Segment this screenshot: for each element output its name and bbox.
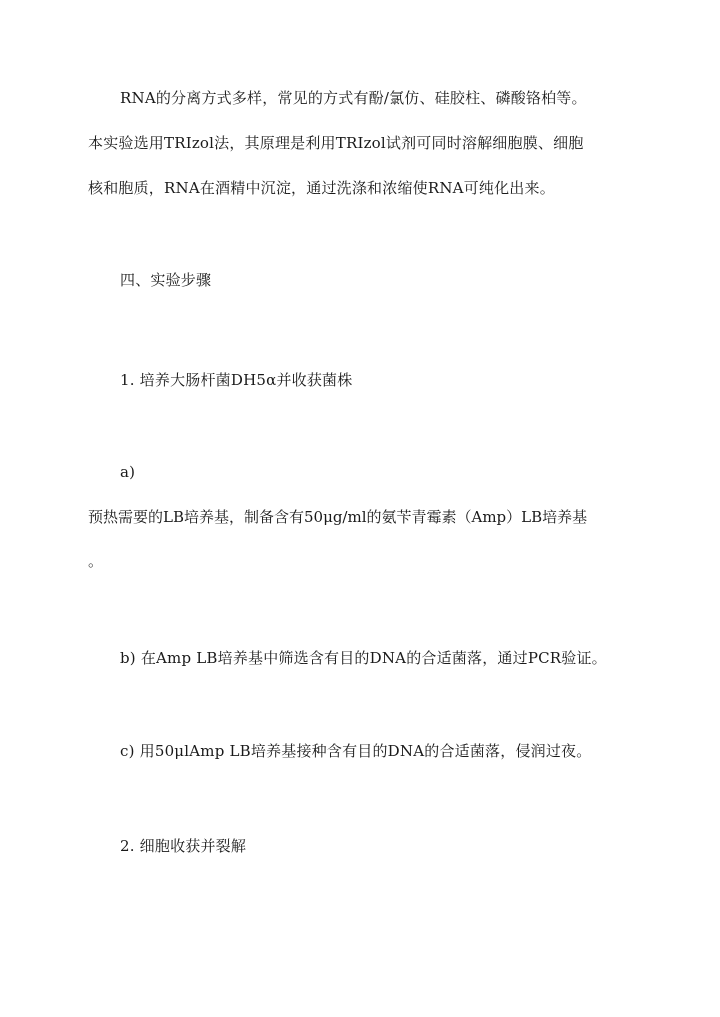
intro-paragraph-line-3: 核和胞质，RNA在酒精中沉淀，通过洗涤和浓缩使RNA可纯化出来。 <box>88 179 555 197</box>
step-1-heading: 1. 培养大肠杆菌DH5α并收获菌株 <box>120 371 353 389</box>
step-1a-text-line-1: 预热需要的LB培养基，制备含有50μg/ml的氨苄青霉素（Amp）LB培养基 <box>88 508 588 526</box>
step-1c-text: c) 用50μlAmp LB培养基接种含有目的DNA的合适菌落，侵润过夜。 <box>120 742 592 760</box>
intro-paragraph-line-2: 本实验选用TRIzol法，其原理是利用TRIzol试剂可同时溶解细胞膜、细胞 <box>88 134 584 152</box>
step-1b-text: b) 在Amp LB培养基中筛选含有目的DNA的合适菌落，通过PCR验证。 <box>120 649 607 667</box>
section-heading: 四、实验步骤 <box>120 271 212 289</box>
step-2-heading: 2. 细胞收获并裂解 <box>120 837 247 855</box>
step-1a-text-line-2: 。 <box>88 552 104 570</box>
intro-paragraph-line-1: RNA的分离方式多样，常见的方式有酚/氯仿、硅胶柱、磷酸铬柏等。 <box>120 89 587 107</box>
step-1a-label: a) <box>120 463 136 481</box>
